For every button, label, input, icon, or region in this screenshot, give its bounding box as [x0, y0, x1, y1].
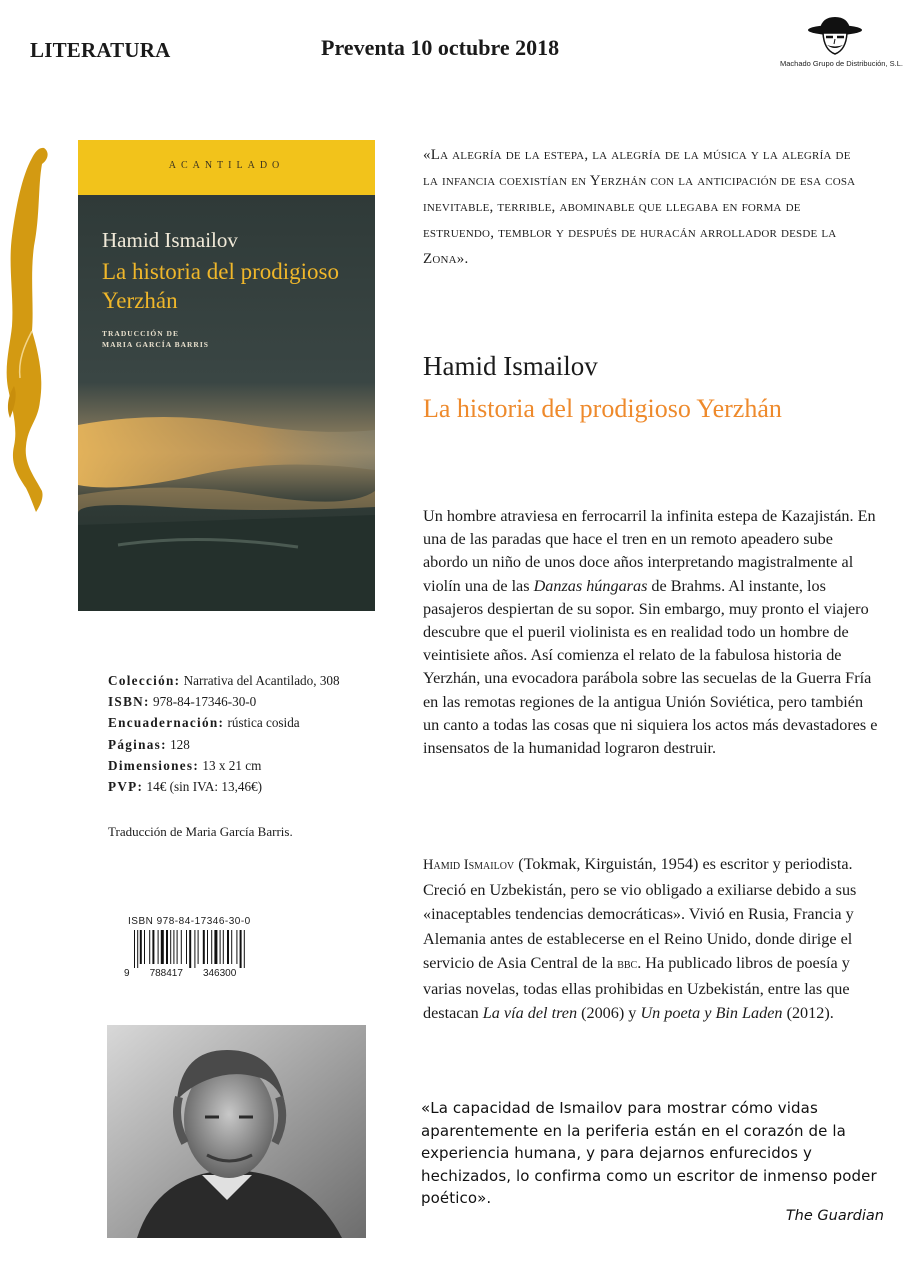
barcode-bar [166, 930, 168, 964]
book-cover [78, 140, 375, 611]
spec-value: 978-84-17346-30-0 [149, 694, 257, 710]
spec-row [108, 734, 340, 755]
cover-translation [102, 328, 209, 350]
author-name: Hamid Ismailov [423, 351, 598, 381]
barcode-bar [161, 930, 164, 964]
barcode-bar [181, 930, 182, 964]
cover-translation-label: TRADUCCIÓN DE [102, 329, 179, 338]
barcode-bar [177, 930, 178, 964]
barcode-bar [134, 930, 135, 968]
author-bio [423, 852, 881, 1026]
spec-key: Páginas: [108, 736, 167, 752]
book-specs [108, 670, 340, 797]
barcode-bar [231, 930, 232, 964]
barcode-bars [128, 930, 270, 968]
barcode-bar [236, 930, 237, 964]
barcode-bar [211, 930, 212, 964]
barcode-digit-first: 9 [124, 968, 130, 979]
spec-value: 14€ (sin IVA: 13,46€) [143, 779, 263, 795]
barcode-bar [186, 930, 187, 964]
bio-book-title: La vía del tren [482, 1004, 578, 1022]
barcode-bar [194, 930, 195, 968]
logo-caption: Machado Grupo de Distribución, S.L. [780, 59, 903, 68]
spec-value: rústica cosida [224, 715, 300, 731]
barcode-bar [207, 930, 208, 964]
bio-text: (2012). [782, 1004, 834, 1022]
section-label: LITERATURA [30, 38, 171, 62]
barcode-bar [227, 930, 229, 964]
spec-row [108, 776, 340, 797]
barcode-bar [214, 930, 217, 964]
excerpt-quote: «La alegría de la estepa, la alegría de la música y la alegría de la infancia coexistían en Yerzhán con la anticipación de esa cosa inevitable, terrible, abominable que llegaba en forma de estruendo, temblor y después de huracán arrollador desde la Zona». [423, 147, 856, 267]
barcode-bar [173, 930, 174, 964]
spec-key: ISBN: [108, 694, 150, 710]
author-photo [107, 1025, 366, 1238]
book-title: La historia del prodigioso Yerzhán [423, 394, 782, 423]
synopsis-text-continued: de Brahms. Al instante, los pasajeros despiertan de su sopor. Sin embargo, muy pronto el viajero descubre que el pueril violinista es en realidad todo un hombre de veintisiete años. Así comienza el relato de la fabulosa historia de Yerzhán, una evocadora parábola sobre las secuelas de la Guerra Fría en las remotas regiones de la antigua Unión Soviética, pero también un canto a todas las cosas que ni siquiera los actos más devastadores e insensatos de la humanidad lograron destruir. [423, 576, 878, 758]
publisher-logo [780, 14, 903, 76]
barcode-bar [220, 930, 221, 964]
press-quote-source: The Guardian [785, 1208, 884, 1224]
barcode-bar [170, 930, 171, 964]
diver-figure-icon [4, 146, 52, 516]
spec-key: Encuadernación: [108, 715, 225, 731]
hat-face-icon [806, 14, 864, 58]
bio-bbc: bbc [617, 956, 638, 972]
spec-row [108, 712, 340, 733]
presale-date: Preventa 10 octubre 2018 [321, 35, 560, 60]
spec-row [108, 670, 340, 691]
translation-note: Traducción de Maria García Barris. [108, 824, 293, 839]
barcode-bar [203, 930, 205, 964]
synopsis-text: Un hombre atraviesa en ferrocarril la infinita estepa de Kazajistán. En una de las paradas que hace el tren en un remoto apeadero sube abordo un niño de unos doce años interpretando magistralmente al violín una de las [423, 507, 876, 595]
barcode-digits [124, 968, 236, 979]
spec-key: Colección: [108, 673, 181, 688]
press-quote: «La capacidad de Ismailov para mostrar cómo vidas aparentemente en la periferia están en el corazón de la experiencia humana, y para dejarnos enfurecidos y hechizados, lo confirma como un escritor de inmenso poder poético». [421, 1099, 877, 1207]
synopsis [423, 505, 878, 760]
barcode-bar [137, 930, 138, 968]
barcode-bar [144, 930, 145, 964]
barcode-bar [223, 930, 224, 964]
bio-text: . Ha publicado libros de poesía y varias novelas, todas ellas prohibidas en Uzbekistán, entre las que destacan [423, 954, 850, 1022]
author-portrait [107, 1025, 366, 1238]
bio-author-name: Hamid Ismailov [423, 857, 515, 873]
spec-value: Narrativa del Acantilado, 308 [180, 673, 340, 688]
barcode-isbn: ISBN 978-84-17346-30-0 [128, 916, 251, 927]
cover-translator: MARIA GARCÍA BARRIS [102, 340, 209, 349]
bio-text: (2006) y [577, 1004, 641, 1022]
barcode-digits-right: 346300 [202, 968, 237, 979]
spec-key: Dimensiones: [108, 757, 200, 773]
bio-text: (Tokmak, Kirguistán, 1954) es escritor y periodista. Creció en Uzbekistán, pero se vio obligado a exiliarse debido a sus «inaceptables tendencias democráticas». Vivió en Rusia, Francia y Alemania antes de establecerse en el Reino Unido, donde dirige el servicio de Asia Central de la [423, 855, 857, 972]
cover-publisher: ACANTILADO [168, 160, 285, 171]
spec-row [108, 755, 340, 776]
cover-title: La historia del prodigioso Yerzhán [102, 259, 339, 313]
barcode-bar [189, 930, 191, 968]
barcode-bar [149, 930, 150, 964]
barcode-bar [198, 930, 199, 964]
barcode-digits-left: 788417 [149, 968, 183, 979]
barcode-bar [240, 930, 242, 968]
spec-row [108, 691, 340, 712]
spec-value: 128 [166, 736, 190, 752]
spec-key: PVP: [108, 779, 144, 795]
barcode-bar [244, 930, 245, 968]
bio-book-title: Un poeta y Bin Laden [640, 1004, 783, 1022]
barcode [124, 916, 274, 986]
barcode-bar [152, 930, 154, 964]
barcode-bar [158, 930, 159, 964]
synopsis-work-title: Danzas húngaras [533, 576, 648, 595]
spec-value: 13 x 21 cm [199, 757, 262, 773]
cover-author: Hamid Ismailov [102, 228, 238, 252]
barcode-bar [140, 930, 142, 964]
